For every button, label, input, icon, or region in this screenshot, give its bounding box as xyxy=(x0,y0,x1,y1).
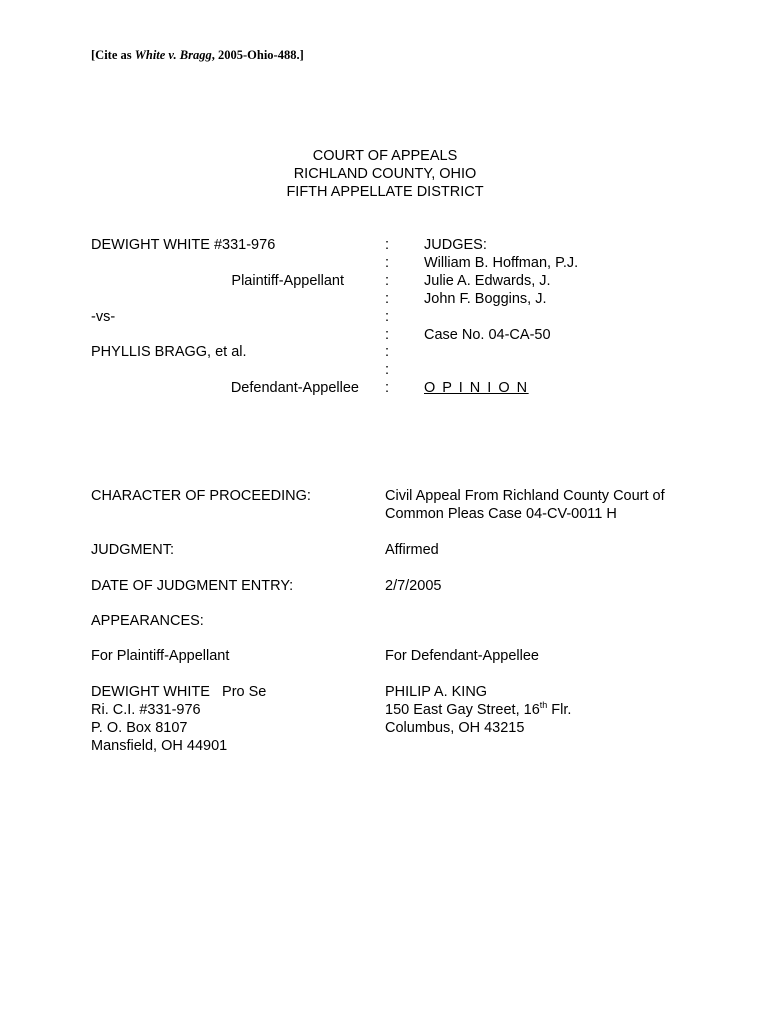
opinion-heading: O P I N I O N xyxy=(424,380,529,396)
caption-colon: : xyxy=(385,327,390,343)
plaintiff-address-line: Mansfield, OH 44901 xyxy=(91,738,228,754)
plaintiff-name: DEWIGHT WHITE #331-976 xyxy=(91,237,276,253)
case-number: Case No. 04-CA-50 xyxy=(424,327,551,343)
judges-label: JUDGES: xyxy=(424,237,487,253)
proceeding-label: CHARACTER OF PROCEEDING: xyxy=(91,488,311,504)
plaintiff-counsel-heading: For Plaintiff-Appellant xyxy=(91,648,230,664)
court-county: RICHLAND COUNTY, OHIO xyxy=(293,166,477,182)
caption-colon: : xyxy=(385,309,390,325)
plaintiff-role: Plaintiff-Appellant xyxy=(231,273,344,289)
proceeding-value: Civil Appeal From Richland County Court of xyxy=(385,488,665,504)
citation-case: White v. Bragg xyxy=(134,48,212,62)
court-name: COURT OF APPEALS xyxy=(312,148,458,164)
citation-prefix: [Cite as xyxy=(91,48,135,62)
plaintiff-address-line: DEWIGHT WHITE Pro Se xyxy=(91,684,267,700)
judge-name: Julie A. Edwards, J. xyxy=(424,273,551,289)
judge-name: John F. Boggins, J. xyxy=(424,291,547,307)
judgment-date-label: DATE OF JUDGMENT ENTRY: xyxy=(91,578,294,594)
plaintiff-address-line: P. O. Box 8107 xyxy=(91,720,188,736)
judgment-label: JUDGMENT: xyxy=(91,542,174,558)
street-text: 150 East Gay Street, 16 xyxy=(385,702,540,718)
citation-suffix: , 2005-Ohio-488.] xyxy=(211,48,304,62)
ordinal-suffix: th xyxy=(539,700,548,711)
plaintiff-address-line: Ri. C.I. #331-976 xyxy=(91,702,201,718)
versus: -vs- xyxy=(91,309,116,325)
defendant-role: Defendant-Appellee xyxy=(230,380,359,396)
proceeding-value: Common Pleas Case 04-CV-0011 H xyxy=(385,506,617,522)
defendant-address-city: Columbus, OH 43215 xyxy=(385,720,525,736)
caption-colon: : xyxy=(385,273,390,289)
defendant-counsel-heading: For Defendant-Appellee xyxy=(385,648,539,664)
defendant-address-street xyxy=(385,701,571,719)
caption-colon: : xyxy=(385,237,390,253)
judgment-date-value: 2/7/2005 xyxy=(385,578,442,594)
appearances-label: APPEARANCES: xyxy=(91,613,204,629)
defendant-name: PHYLLIS BRAGG, et al. xyxy=(91,344,247,360)
citation xyxy=(91,46,304,64)
caption-colon: : xyxy=(385,362,390,378)
caption-colon: : xyxy=(385,344,390,360)
defendant-counsel-name: PHILIP A. KING xyxy=(385,684,488,700)
judge-name: William B. Hoffman, P.J. xyxy=(424,255,579,271)
court-district: FIFTH APPELLATE DISTRICT xyxy=(286,184,484,200)
caption-colon: : xyxy=(385,291,390,307)
caption-colon: : xyxy=(385,380,390,396)
caption-colon: : xyxy=(385,255,390,271)
floor-text: Flr. xyxy=(547,702,572,718)
judgment-value: Affirmed xyxy=(385,542,439,558)
